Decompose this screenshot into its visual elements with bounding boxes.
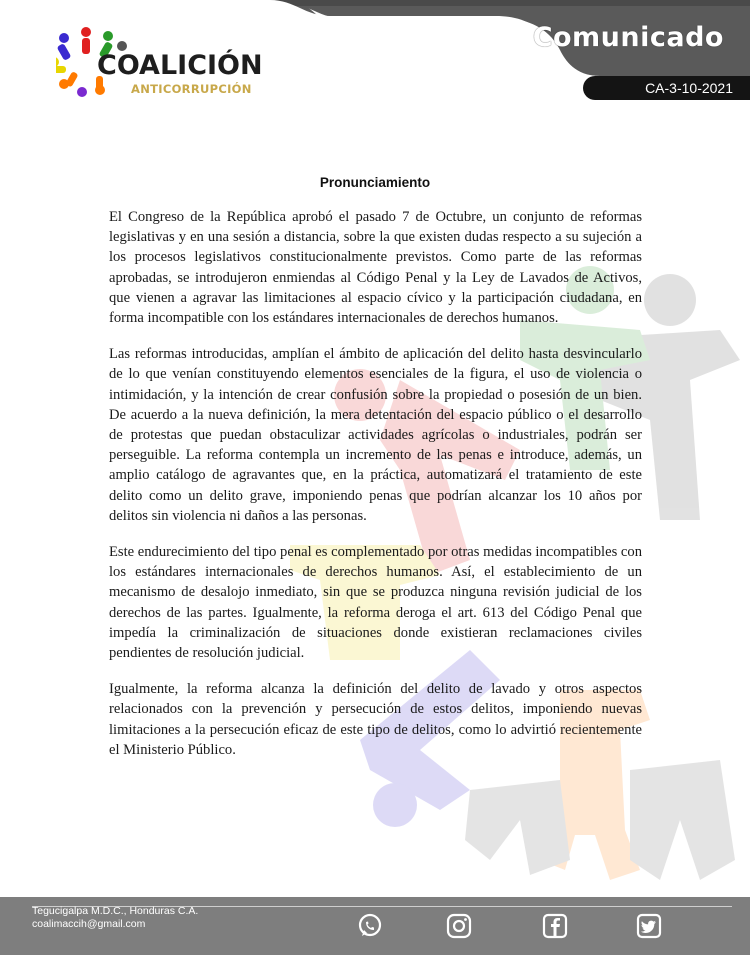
whatsapp-icon[interactable] bbox=[356, 912, 384, 940]
footer-email[interactable]: coalimaccih@gmail.com bbox=[32, 918, 146, 930]
document-type: Comunicado bbox=[532, 22, 724, 53]
paragraph: El Congreso de la República aprobó el pasado 7 de Octubre, un conjunto de reformas legislativas y en una sesión a distancia, sobre la que existen dudas respecto a su sujeción a los procesos legislativos constitucionalmente previstos. Como parte de las reformas aprobadas, se introdujeron enmiendas al Código Penal y la Ley de Lavados de Activos, que vienen a agravar las limitaciones al espacio cívico y la participación ciudadana, en forma incompatible con los estándares internacionales de derechos humanos. bbox=[109, 209, 642, 327]
document-code: CA-3-10-2021 bbox=[645, 80, 733, 96]
logo-subtitle: ANTICORRUPCIÓN bbox=[131, 82, 252, 96]
paragraph: Este endurecimiento del tipo penal es complementado por otras medidas incompatibles con los estándares internacionales de derechos humanos. Así, el establecimiento de un mecanismo de desalojo inmediato, sin que se produzca ninguna revisión judicial de los derechos de las partes. Igualmente, la reforma deroga el art. 613 del Código Penal que impedía la criminalización de situaciones donde existieran reclamaciones civiles pendientes de resolución judicial. bbox=[109, 544, 642, 662]
document-body bbox=[109, 207, 642, 776]
instagram-icon[interactable] bbox=[445, 912, 473, 940]
page-title: Pronunciamiento bbox=[319, 175, 431, 190]
paragraph: Las reformas introducidas, amplían el ámbito de aplicación del delito hasta desvincularlo de lo que venían constituyendo elementos esenciales de la figura, el uso de violencia o intimidación, y la intención de crear confusión sobre la propiedad o posesión de un bien. De acuerdo a la nueva definición, la mera detentación del espacio público o el desarrollo de protestas que puedan obstaculizar actividades agrícolas o industriales, podrán ser perseguible. La reforma contempla un incremento de las penas e introduce, además, un amplio catálogo de agravantes que, en la práctica, automatizará el tratamiento de este delito como un delito grave, imponiendo penas que podrían alcanzar los 10 años por delitos sin violencia ni daños a las personas. bbox=[109, 346, 642, 524]
twitter-icon[interactable] bbox=[635, 912, 663, 940]
facebook-icon[interactable] bbox=[541, 912, 569, 940]
footer-address: Tegucigalpa M.D.C., Honduras C.A. bbox=[32, 905, 199, 917]
logo-title: COALICIÓN bbox=[97, 50, 263, 81]
paragraph: Igualmente, la reforma alcanza la definición del delito de lavado y otros aspectos relacionados con la prevención y persecución de estos delitos, imponiendo nuevas limitaciones a la persecución eficaz de este tipo de delitos, como lo advirtió recientemente el Ministerio Público. bbox=[109, 681, 642, 758]
footer-contact bbox=[32, 905, 198, 931]
